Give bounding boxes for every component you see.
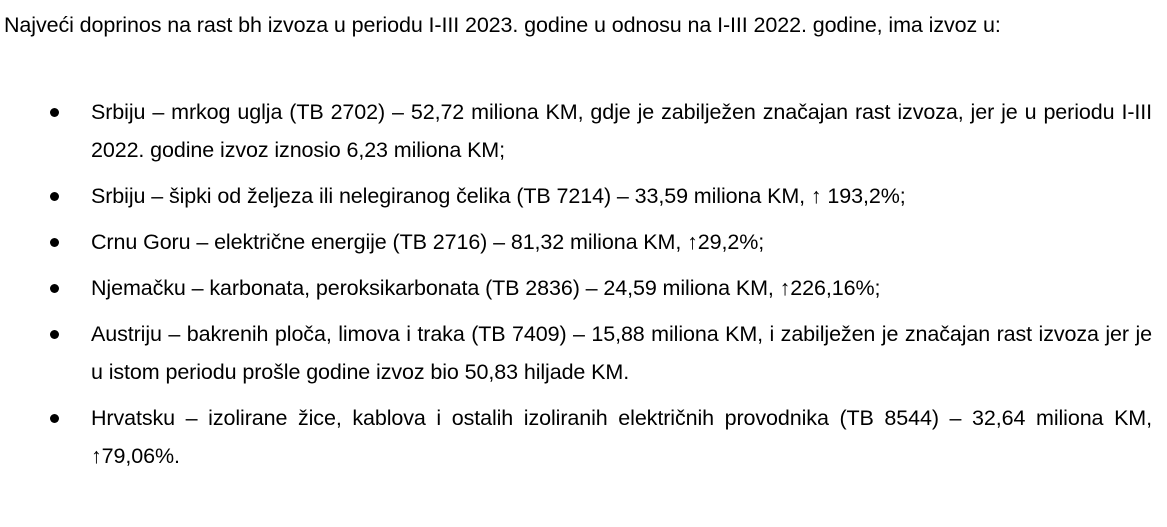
list-item	[4, 399, 1164, 475]
list-item-text: Hrvatsku – izolirane žice, kablova i ostalih izoliranih električnih provodnika (TB 8544) – 32,64 miliona KM, ↑79,06%.	[91, 406, 1152, 468]
bullet-icon	[50, 330, 59, 339]
list-item-text: Srbiju – šipki od željeza ili nelegiranog čelika (TB 7214) – 33,59 miliona KM, ↑ 193,2%;	[91, 184, 906, 208]
bullet-icon	[50, 192, 59, 201]
intro-paragraph: Najveći doprinos na rast bh izvoza u periodu I-III 2023. godine u odnosu na I-III 2022. godine, ima izvoz u:	[4, 13, 1001, 37]
list-item-text: Austriju – bakrenih ploča, limova i traka (TB 7409) – 15,88 miliona KM, i zabilježen je značajan rast izvoza jer je u istom periodu prošle godine izvoz bio 50,83 hiljade KM.	[91, 322, 1152, 384]
bullet-icon	[50, 238, 59, 247]
list-item	[4, 177, 1164, 215]
bullet-icon	[50, 414, 59, 423]
document	[4, 0, 1164, 483]
list-item	[4, 93, 1164, 169]
list-item-text: Crnu Goru – električne energije (TB 2716) – 81,32 miliona KM, ↑29,2%;	[91, 230, 765, 254]
list-item	[4, 269, 1164, 307]
bullet-icon	[50, 108, 59, 117]
bullet-icon	[50, 284, 59, 293]
list-item	[4, 315, 1164, 391]
list-item-text: Njemačku – karbonata, peroksikarbonata (TB 2836) – 24,59 miliona KM, ↑226,16%;	[91, 276, 881, 300]
list-item-text: Srbiju – mrkog uglja (TB 2702) – 52,72 miliona KM, gdje je zabilježen značajan rast izvoza, jer je u periodu I-III 2022. godine izvoz iznosio 6,23 miliona KM;	[91, 100, 1152, 162]
list-item	[4, 223, 1164, 261]
bullet-list	[4, 93, 1164, 475]
